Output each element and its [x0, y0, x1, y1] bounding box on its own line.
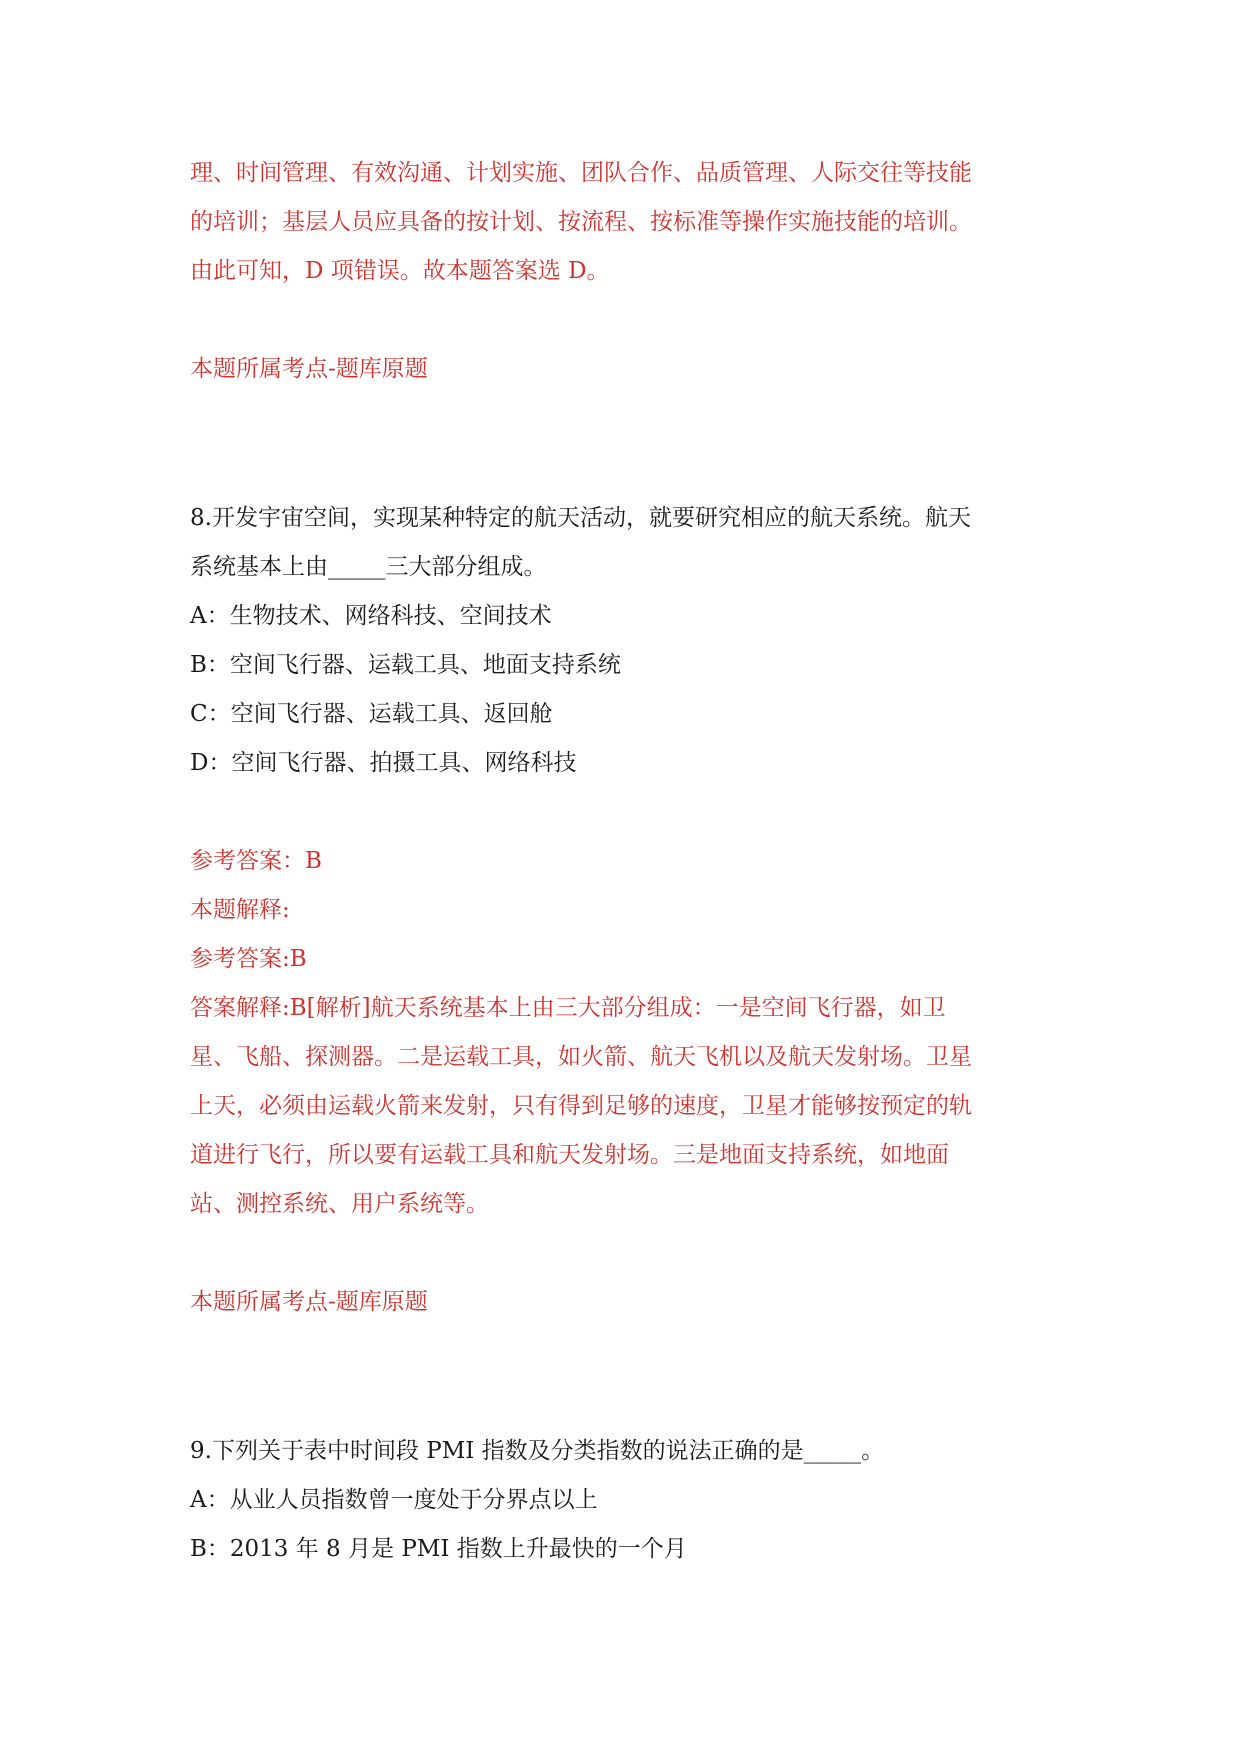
q8-answer: 参考答案：B — [190, 848, 322, 874]
q8-explanation-line: 站、测控系统、用户系统等。 — [190, 1191, 489, 1217]
q8-explanation-line: 道进行飞行，所以要有运载工具和航天发射场。三是地面支持系统，如地面 — [190, 1142, 949, 1168]
q8-option-b: B：空间飞行器、运载工具、地面支持系统 — [190, 652, 621, 678]
q9-option-a: A：从业人员指数曾一度处于分界点以上 — [190, 1487, 598, 1513]
prev-source-note: 本题所属考点-题库原题 — [190, 356, 428, 382]
prev-explanation-line: 由此可知，D 项错误。故本题答案选 D。 — [190, 258, 610, 284]
q9-stem: 9.下列关于表中时间段 PMI 指数及分类指数的说法正确的是_____。 — [190, 1438, 885, 1464]
q8-stem-line: 系统基本上由_____三大部分组成。 — [190, 554, 547, 580]
q8-explanation-line: 答案解释:B[解析]航天系统基本上由三大部分组成：一是空间飞行器，如卫 — [190, 995, 946, 1021]
q8-option-d: D：空间飞行器、拍摄工具、网络科技 — [190, 750, 577, 776]
q8-option-c: C：空间飞行器、运载工具、返回舱 — [190, 701, 553, 727]
q8-explanation-line: 星、飞船、探测器。二是运载工具，如火箭、航天飞机以及航天发射场。卫星 — [190, 1044, 972, 1070]
q8-explanation-line: 上天，必须由运载火箭来发射，只有得到足够的速度，卫星才能够按预定的轨 — [190, 1093, 972, 1119]
prev-explanation-line: 的培训；基层人员应具备的按计划、按流程、按标准等操作实施技能的培训。 — [190, 209, 972, 235]
q8-explanation-title: 本题解释: — [190, 897, 290, 923]
prev-explanation-line: 理、时间管理、有效沟通、计划实施、团队合作、品质管理、人际交往等技能 — [190, 160, 972, 186]
q8-source-note: 本题所属考点-题库原题 — [190, 1289, 428, 1315]
q8-stem-line: 8.开发宇宙空间，实现某种特定的航天活动，就要研究相应的航天系统。航天 — [190, 505, 971, 531]
q8-answer-repeat: 参考答案:B — [190, 946, 307, 972]
q8-option-a: A：生物技术、网络科技、空间技术 — [190, 603, 552, 629]
q9-option-b: B：2013 年 8 月是 PMI 指数上升最快的一个月 — [190, 1536, 687, 1562]
